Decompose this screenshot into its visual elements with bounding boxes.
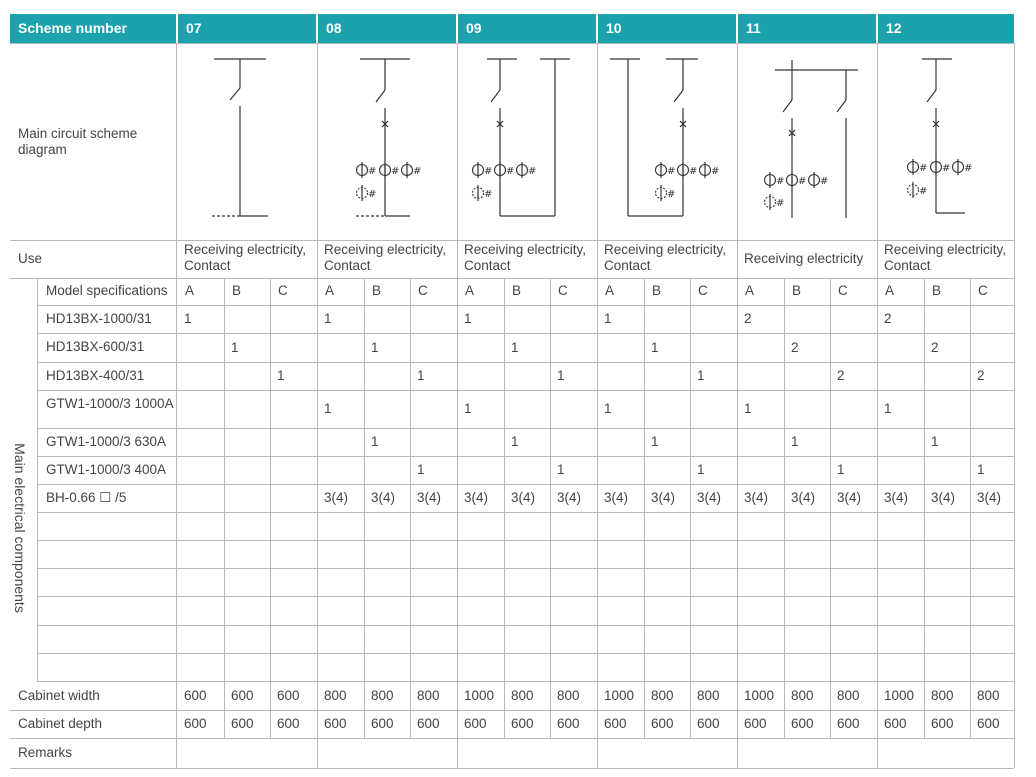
ct-hash-mark: # bbox=[368, 189, 377, 200]
cabinet-depth-value: 600 bbox=[931, 716, 954, 731]
header-scheme-08: 08 bbox=[318, 14, 456, 43]
component-value: 3(4) bbox=[464, 490, 489, 505]
component-value: 1 bbox=[697, 368, 705, 383]
cabinet-width-value: 600 bbox=[184, 688, 207, 703]
abc-header: A bbox=[185, 283, 195, 298]
cabinet-depth-value: 600 bbox=[417, 716, 440, 731]
component-value: 3(4) bbox=[651, 490, 676, 505]
component-value: 1 bbox=[324, 401, 332, 416]
component-value: 3(4) bbox=[744, 490, 769, 505]
abc-header: C bbox=[558, 283, 568, 298]
cabinet-width-value: 800 bbox=[557, 688, 580, 703]
grid-line-horizontal bbox=[10, 738, 1014, 739]
component-value: 1 bbox=[231, 340, 239, 355]
abc-header: A bbox=[605, 283, 615, 298]
breaker-x-mark bbox=[382, 121, 388, 127]
component-value: 1 bbox=[977, 462, 985, 477]
cabinet-width-value: 800 bbox=[371, 688, 394, 703]
ct-hash-mark: # bbox=[776, 176, 785, 187]
dashed-ct-symbol bbox=[656, 188, 667, 199]
current-transformer-symbol bbox=[908, 162, 919, 173]
cabinet-depth-value: 600 bbox=[371, 716, 394, 731]
cabinet-depth-value: 600 bbox=[277, 716, 300, 731]
component-value: 1 bbox=[371, 434, 379, 449]
grid-line-horizontal bbox=[10, 710, 1014, 711]
header-scheme-10: 10 bbox=[598, 14, 736, 43]
component-value: 1 bbox=[791, 434, 799, 449]
current-transformer-symbol bbox=[380, 165, 391, 176]
cabinet-depth-value: 600 bbox=[324, 716, 347, 731]
grid-line-horizontal bbox=[37, 625, 1014, 626]
abc-header: B bbox=[932, 283, 942, 298]
grid-line-horizontal bbox=[10, 768, 1014, 769]
ct-hash-mark: # bbox=[919, 186, 928, 197]
cabinet-width-value: 800 bbox=[977, 688, 1000, 703]
grid-line-vertical bbox=[784, 278, 785, 738]
grid-line-horizontal bbox=[37, 456, 1014, 457]
header-scheme-11: 11 bbox=[738, 14, 876, 43]
breaker-x-mark bbox=[680, 121, 686, 127]
grid-line-vertical bbox=[690, 278, 691, 738]
grid-line-horizontal bbox=[37, 568, 1014, 569]
component-value: 1 bbox=[324, 311, 332, 326]
current-transformer-symbol bbox=[473, 165, 484, 176]
use-value: Receiving electricity, Contact bbox=[884, 242, 1007, 273]
grid-line-vertical bbox=[737, 43, 738, 768]
grid-line-vertical bbox=[37, 278, 38, 681]
header-scheme-12: 12 bbox=[878, 14, 1014, 43]
ct-hash-mark: # bbox=[711, 166, 720, 177]
grid-line-vertical bbox=[830, 278, 831, 738]
grid-line-horizontal bbox=[37, 512, 1014, 513]
cabinet-depth-value: 600 bbox=[697, 716, 720, 731]
grid-line-horizontal bbox=[37, 596, 1014, 597]
switch-blade bbox=[674, 90, 683, 102]
cabinet-depth-label: Cabinet depth bbox=[18, 716, 103, 731]
grid-line-vertical bbox=[457, 43, 458, 768]
breaker-x-mark bbox=[789, 130, 795, 136]
remarks-label: Remarks bbox=[18, 745, 73, 760]
use-row-label: Use bbox=[18, 251, 43, 266]
component-value: 1 bbox=[651, 434, 659, 449]
breaker-x-mark bbox=[497, 121, 503, 127]
component-name: GTW1-1000/3 1000A bbox=[46, 396, 174, 411]
cabinet-depth-value: 600 bbox=[464, 716, 487, 731]
component-value: 2 bbox=[837, 368, 845, 383]
use-value: Receiving electricity, Contact bbox=[324, 242, 447, 273]
abc-header: B bbox=[372, 283, 382, 298]
component-value: 1 bbox=[697, 462, 705, 477]
grid-line-horizontal bbox=[37, 362, 1014, 363]
component-value: 1 bbox=[884, 401, 892, 416]
cabinet-depth-value: 600 bbox=[511, 716, 534, 731]
use-value: Receiving electricity, Contact bbox=[464, 242, 587, 273]
component-value: 1 bbox=[931, 434, 939, 449]
component-name: GTW1-1000/3 630A bbox=[46, 434, 167, 449]
ct-hash-mark: # bbox=[391, 166, 400, 177]
ct-hash-mark: # bbox=[798, 176, 807, 187]
cabinet-width-value: 800 bbox=[931, 688, 954, 703]
abc-header: B bbox=[792, 283, 802, 298]
grid-line-vertical bbox=[270, 278, 271, 738]
current-transformer-symbol bbox=[787, 175, 798, 186]
use-value: Receiving electricity bbox=[744, 251, 864, 266]
breaker-x-mark bbox=[933, 121, 939, 127]
grid-line-vertical bbox=[550, 278, 551, 738]
ct-hash-mark: # bbox=[484, 189, 493, 200]
ct-hash-mark: # bbox=[820, 176, 829, 187]
cabinet-depth-value: 600 bbox=[651, 716, 674, 731]
component-value: 1 bbox=[417, 462, 425, 477]
cabinet-width-value: 800 bbox=[417, 688, 440, 703]
grid-line-horizontal bbox=[10, 240, 1014, 241]
component-value: 1 bbox=[604, 311, 612, 326]
component-value: 2 bbox=[931, 340, 939, 355]
current-transformer-symbol bbox=[809, 175, 820, 186]
cabinet-depth-value: 600 bbox=[231, 716, 254, 731]
component-value: 3(4) bbox=[604, 490, 629, 505]
current-transformer-symbol bbox=[700, 165, 711, 176]
grid-line-vertical bbox=[924, 278, 925, 738]
abc-header: C bbox=[978, 283, 988, 298]
dashed-ct-symbol bbox=[357, 188, 368, 199]
grid-line-vertical bbox=[597, 43, 598, 768]
current-transformer-symbol bbox=[402, 165, 413, 176]
ct-hash-mark: # bbox=[942, 163, 951, 174]
abc-header: B bbox=[652, 283, 662, 298]
dashed-ct-symbol bbox=[765, 197, 776, 208]
diagram-row-label: Main circuit scheme diagram bbox=[18, 126, 138, 157]
component-value: 2 bbox=[977, 368, 985, 383]
cabinet-depth-value: 600 bbox=[837, 716, 860, 731]
ct-hash-mark: # bbox=[484, 166, 493, 177]
cabinet-width-value: 800 bbox=[697, 688, 720, 703]
grid-line-vertical bbox=[176, 43, 177, 768]
use-value: Receiving electricity, Contact bbox=[604, 242, 727, 273]
switch-blade bbox=[230, 88, 240, 100]
cabinet-width-value: 800 bbox=[651, 688, 674, 703]
use-value: Receiving electricity, Contact bbox=[184, 242, 307, 273]
abc-header: C bbox=[698, 283, 708, 298]
switch-blade bbox=[491, 90, 500, 102]
grid-line-horizontal bbox=[37, 653, 1014, 654]
cabinet-width-value: 800 bbox=[511, 688, 534, 703]
grid-line-vertical bbox=[644, 278, 645, 738]
switch-blade bbox=[376, 90, 385, 102]
dashed-ct-symbol bbox=[908, 185, 919, 196]
model-spec-label: Model specifications bbox=[46, 283, 168, 298]
ct-hash-mark: # bbox=[506, 166, 515, 177]
cabinet-depth-value: 600 bbox=[184, 716, 207, 731]
component-value: 1 bbox=[184, 311, 192, 326]
current-transformer-symbol bbox=[517, 165, 528, 176]
component-value: 1 bbox=[744, 401, 752, 416]
current-transformer-symbol bbox=[678, 165, 689, 176]
component-value: 3(4) bbox=[417, 490, 442, 505]
ct-hash-mark: # bbox=[413, 166, 422, 177]
component-value: 3(4) bbox=[557, 490, 582, 505]
component-value: 1 bbox=[511, 434, 519, 449]
breaker-x-mark bbox=[497, 121, 503, 127]
grid-line-vertical bbox=[504, 278, 505, 738]
cabinet-width-value: 600 bbox=[231, 688, 254, 703]
breaker-x-mark bbox=[789, 130, 795, 136]
component-value: 2 bbox=[884, 311, 892, 326]
grid-line-horizontal bbox=[37, 681, 1014, 682]
component-name: HD13BX-600/31 bbox=[46, 339, 145, 354]
abc-header: B bbox=[232, 283, 242, 298]
breaker-x-mark bbox=[933, 121, 939, 127]
component-name: HD13BX-1000/31 bbox=[46, 311, 152, 326]
grid-line-horizontal bbox=[37, 484, 1014, 485]
ct-hash-mark: # bbox=[368, 166, 377, 177]
component-value: 1 bbox=[277, 368, 285, 383]
abc-header: A bbox=[745, 283, 755, 298]
cabinet-width-value: 1000 bbox=[884, 688, 915, 703]
component-value: 3(4) bbox=[791, 490, 816, 505]
grid-line-horizontal bbox=[10, 43, 1014, 44]
switch-blade bbox=[837, 100, 846, 112]
grid-line-horizontal bbox=[37, 333, 1014, 334]
component-value: 3(4) bbox=[977, 490, 1002, 505]
current-transformer-symbol bbox=[495, 165, 506, 176]
grid-line-vertical bbox=[410, 278, 411, 738]
component-value: 3(4) bbox=[837, 490, 862, 505]
component-name: BH-0.66 ☐ /5 bbox=[46, 490, 127, 505]
ct-hash-mark: # bbox=[776, 198, 785, 209]
ct-hash-mark: # bbox=[964, 163, 973, 174]
grid-line-vertical bbox=[224, 278, 225, 738]
ct-hash-mark: # bbox=[667, 166, 676, 177]
component-value: 1 bbox=[557, 368, 565, 383]
cabinet-width-value: 1000 bbox=[744, 688, 775, 703]
ct-hash-mark: # bbox=[528, 166, 537, 177]
component-value: 3(4) bbox=[884, 490, 909, 505]
cabinet-depth-value: 600 bbox=[557, 716, 580, 731]
switch-blade bbox=[927, 90, 936, 102]
component-value: 1 bbox=[557, 462, 565, 477]
component-name: HD13BX-400/31 bbox=[46, 368, 145, 383]
abc-header: C bbox=[418, 283, 428, 298]
component-value: 2 bbox=[791, 340, 799, 355]
cabinet-depth-value: 600 bbox=[791, 716, 814, 731]
grid-line-vertical bbox=[877, 43, 878, 768]
component-value: 1 bbox=[417, 368, 425, 383]
main-electrical-components-text: Main electrical components bbox=[12, 443, 28, 613]
component-value: 1 bbox=[604, 401, 612, 416]
component-value: 1 bbox=[837, 462, 845, 477]
abc-header: A bbox=[465, 283, 475, 298]
abc-header: A bbox=[325, 283, 335, 298]
current-transformer-symbol bbox=[931, 162, 942, 173]
component-value: 3(4) bbox=[324, 490, 349, 505]
cabinet-width-value: 1000 bbox=[604, 688, 635, 703]
cabinet-width-value: 800 bbox=[837, 688, 860, 703]
component-value: 1 bbox=[651, 340, 659, 355]
abc-header: C bbox=[838, 283, 848, 298]
cabinet-width-value: 600 bbox=[277, 688, 300, 703]
breaker-x-mark bbox=[680, 121, 686, 127]
cabinet-depth-value: 600 bbox=[884, 716, 907, 731]
grid-line-horizontal bbox=[37, 390, 1014, 391]
component-value: 1 bbox=[511, 340, 519, 355]
switch-blade bbox=[783, 100, 792, 112]
abc-header: B bbox=[512, 283, 522, 298]
component-value: 3(4) bbox=[511, 490, 536, 505]
ct-hash-mark: # bbox=[919, 163, 928, 174]
dashed-ct-symbol bbox=[473, 188, 484, 199]
cabinet-width-value: 1000 bbox=[464, 688, 495, 703]
current-transformer-symbol bbox=[656, 165, 667, 176]
abc-header: C bbox=[278, 283, 288, 298]
component-value: 3(4) bbox=[371, 490, 396, 505]
current-transformer-symbol bbox=[765, 175, 776, 186]
ct-hash-mark: # bbox=[689, 166, 698, 177]
grid-line-horizontal bbox=[37, 428, 1014, 429]
current-transformer-symbol bbox=[357, 165, 368, 176]
header-scheme-09: 09 bbox=[458, 14, 596, 43]
component-value: 1 bbox=[371, 340, 379, 355]
grid-line-horizontal bbox=[10, 278, 1014, 279]
header-scheme-number-label: Scheme number bbox=[10, 14, 176, 43]
cabinet-depth-value: 600 bbox=[604, 716, 627, 731]
component-name: GTW1-1000/3 400A bbox=[46, 462, 167, 477]
grid-line-horizontal bbox=[37, 540, 1014, 541]
cabinet-depth-value: 600 bbox=[744, 716, 767, 731]
ct-hash-mark: # bbox=[667, 189, 676, 200]
grid-line-vertical bbox=[1014, 43, 1015, 768]
header-scheme-07: 07 bbox=[178, 14, 316, 43]
abc-header: A bbox=[885, 283, 895, 298]
grid-line-vertical bbox=[317, 43, 318, 768]
cabinet-depth-value: 600 bbox=[977, 716, 1000, 731]
component-value: 1 bbox=[464, 311, 472, 326]
component-value: 3(4) bbox=[697, 490, 722, 505]
cabinet-width-value: 800 bbox=[324, 688, 347, 703]
current-transformer-symbol bbox=[953, 162, 964, 173]
grid-line-horizontal bbox=[37, 305, 1014, 306]
component-value: 2 bbox=[744, 311, 752, 326]
cabinet-width-value: 800 bbox=[791, 688, 814, 703]
grid-line-vertical bbox=[970, 278, 971, 738]
grid-line-vertical bbox=[364, 278, 365, 738]
cabinet-width-label: Cabinet width bbox=[18, 688, 100, 703]
component-value: 1 bbox=[464, 401, 472, 416]
component-value: 3(4) bbox=[931, 490, 956, 505]
breaker-x-mark bbox=[382, 121, 388, 127]
